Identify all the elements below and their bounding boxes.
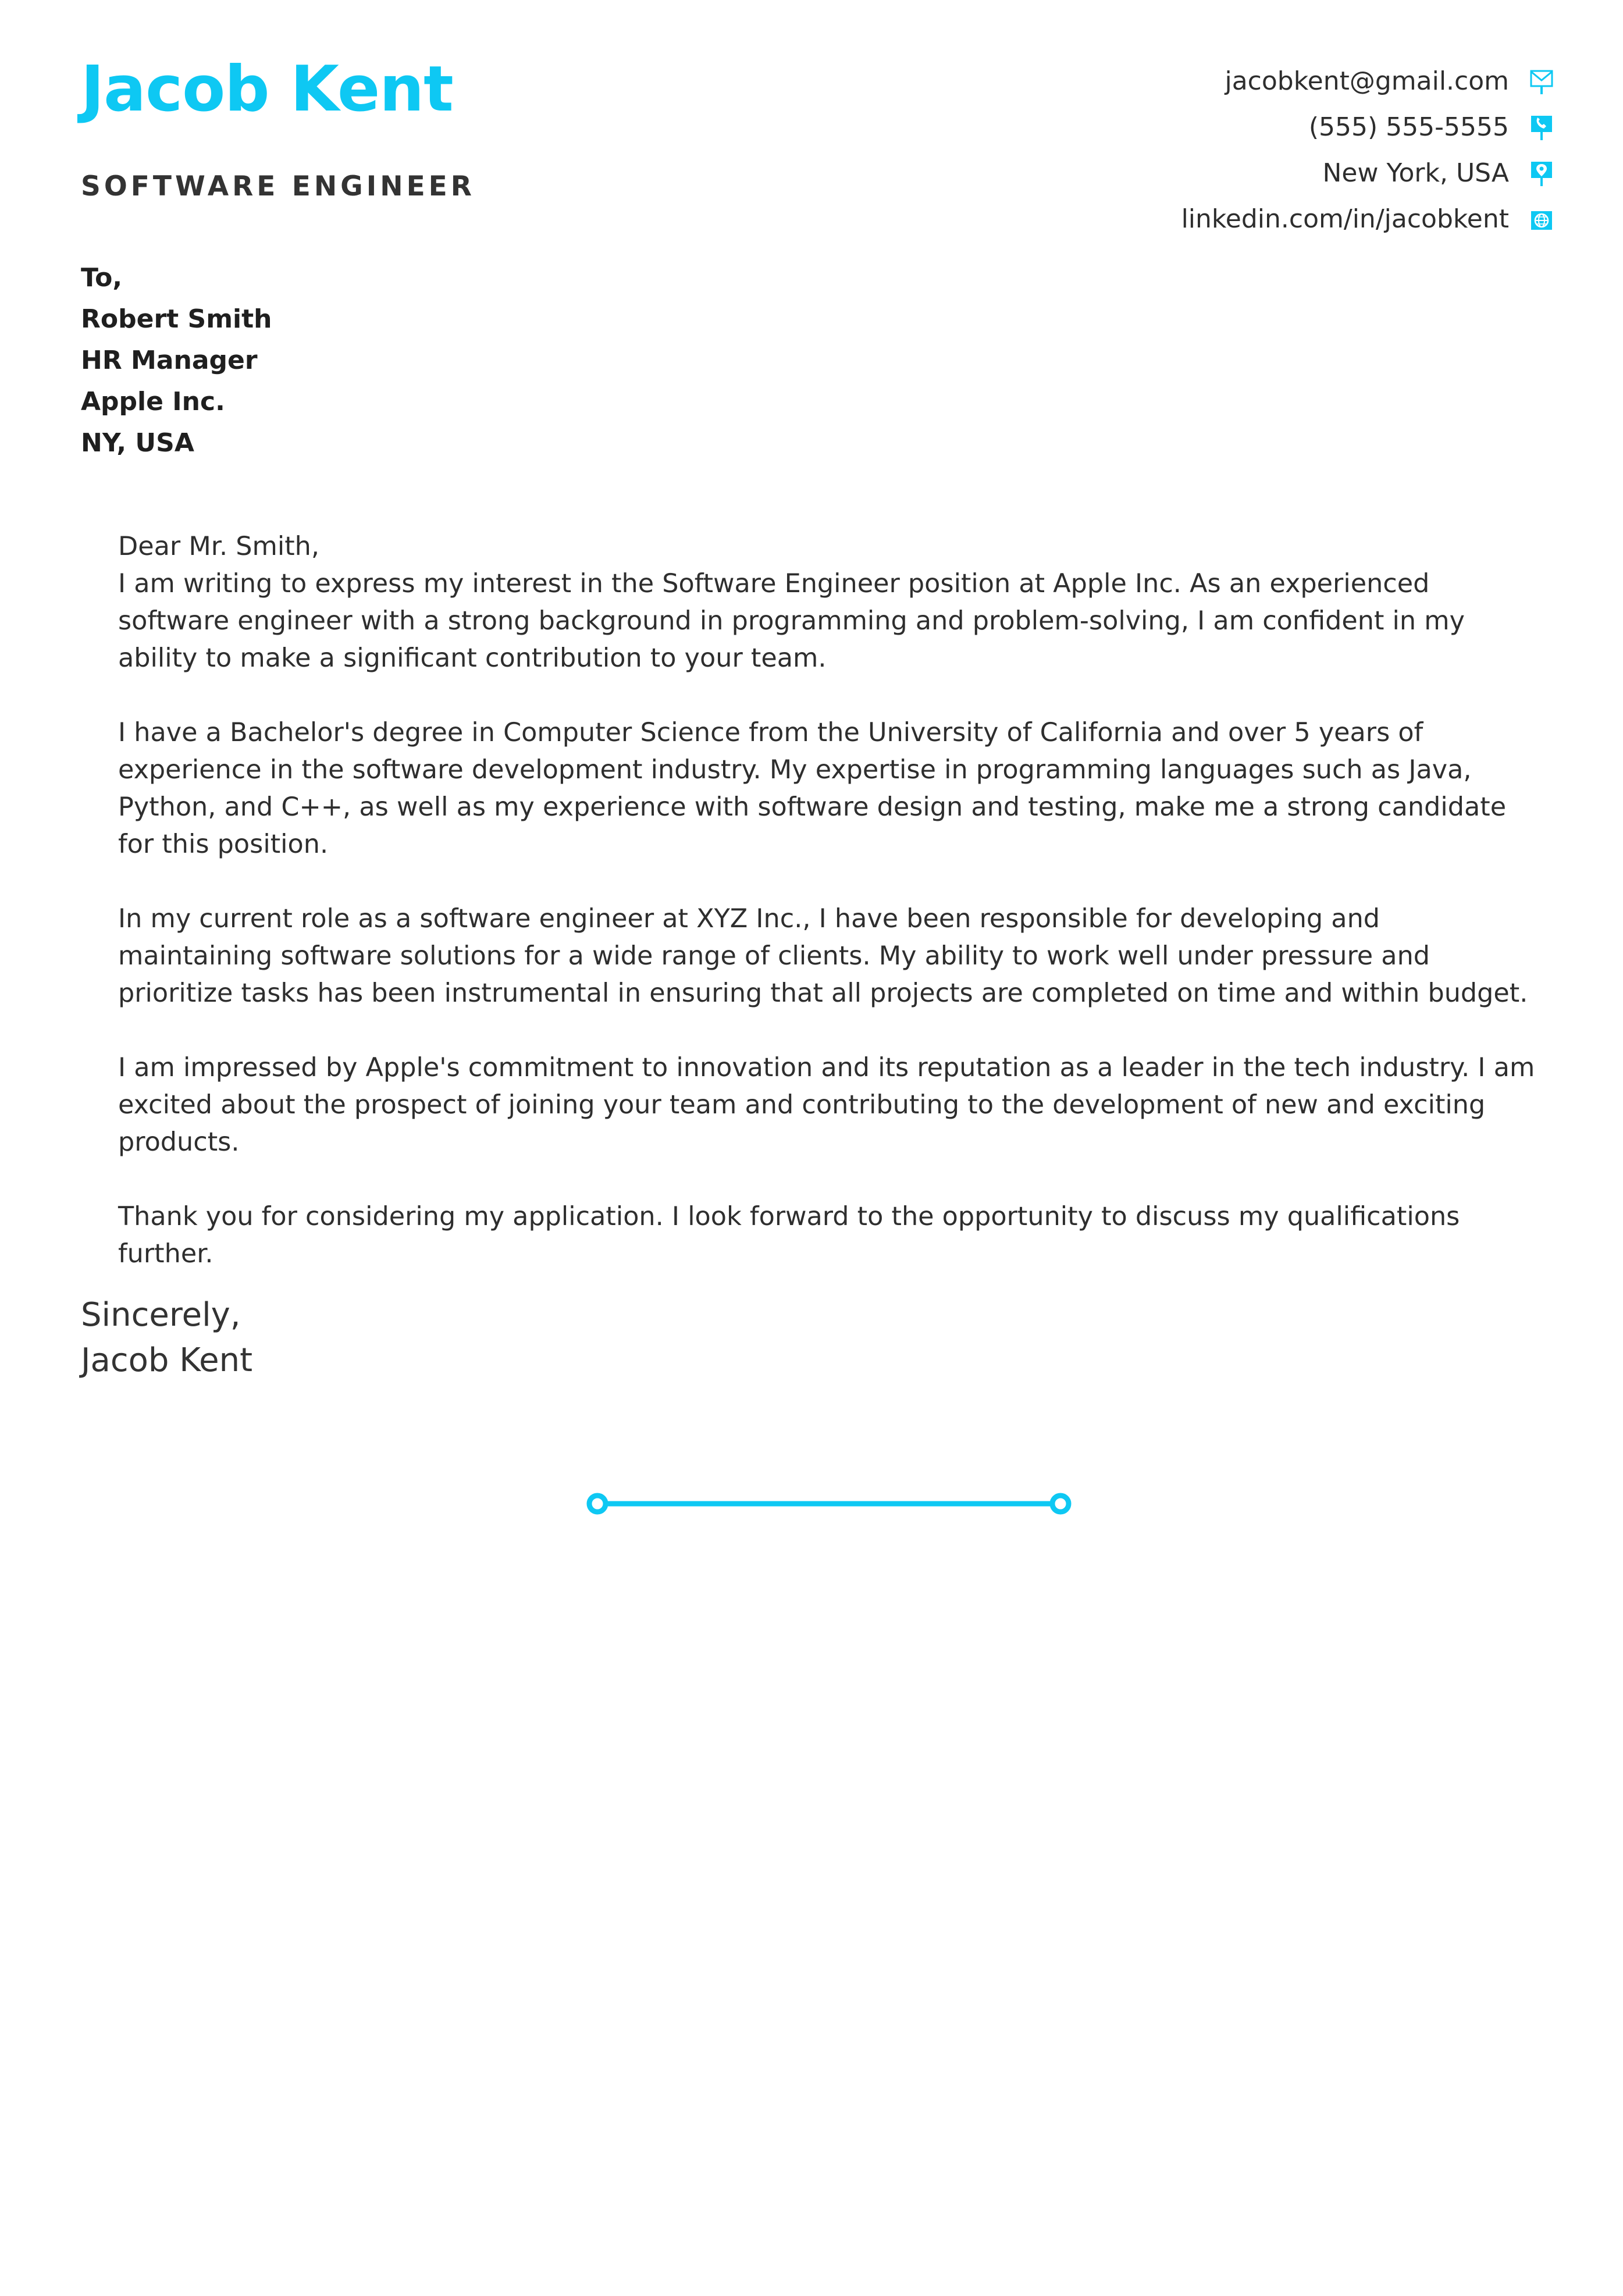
phone-icon	[1530, 115, 1553, 140]
globe-icon	[1530, 207, 1553, 232]
recipient-title: HR Manager	[81, 346, 258, 375]
letter-salutation: Dear Mr. Smith,	[118, 532, 320, 561]
recipient-to: To,	[81, 263, 123, 293]
contact-email	[971, 58, 1553, 104]
footer-divider-right-dot	[1052, 1496, 1069, 1512]
closing-signature-name: Jacob Kent	[81, 1341, 253, 1379]
contact-location-text: New York, USA	[1322, 158, 1509, 188]
contact-email-text[interactable]: jacobkent@gmail.com	[1225, 66, 1509, 96]
location-icon	[1530, 161, 1553, 186]
closing-block	[81, 1293, 252, 1383]
contact-location	[971, 150, 1553, 196]
recipient-company: Apple Inc.	[81, 387, 225, 417]
recipient-block	[81, 257, 272, 464]
email-icon	[1530, 69, 1553, 94]
letter-paragraph: I am writing to express my interest in the Software Engineer position at Apple Inc. As an experienced software engineer with a strong background in programming and problem-solving, I am confident in my ability to make a significant contribution to your team.	[118, 569, 1465, 673]
recipient-location: NY, USA	[81, 428, 194, 458]
closing-sign-off: Sincerely,	[81, 1296, 241, 1334]
contact-phone	[971, 104, 1553, 150]
letter-paragraph: I am impressed by Apple's commitment to innovation and its reputation as a leader in the tech industry. I am excited about the prospect of joining your team and contributing to the development of new and exciting products.	[118, 1053, 1535, 1157]
recipient-name: Robert Smith	[81, 304, 272, 334]
footer-divider	[585, 1486, 1073, 1521]
contact-list	[971, 58, 1553, 242]
letter-paragraph: I have a Bachelor's degree in Computer Science from the University of California and over 5 years of experience in the software development industry. My expertise in programming languages such as Java, Python, and C++, as well as my experience with software design and testing, make me a strong candidate for this position.	[118, 718, 1507, 859]
applicant-name: Jacob Kent	[81, 53, 453, 126]
job-title: SOFTWARE ENGINEER	[81, 170, 475, 202]
contact-linkedin-text[interactable]: linkedin.com/in/jacobkent	[1181, 204, 1509, 234]
footer-divider-left-dot	[589, 1496, 606, 1512]
letter-body	[118, 528, 1537, 1310]
letter-paragraph: Thank you for considering my application. I look forward to the opportunity to discuss my qualifications further.	[118, 1202, 1460, 1269]
letter-paragraph: In my current role as a software engineer at XYZ Inc., I have been responsible for developing and maintaining software solutions for a wide range of clients. My ability to work well under pressure and prioritize tasks has been instrumental in ensuring that all projects are completed on time and within budget.	[118, 904, 1528, 1008]
contact-phone-text[interactable]: (555) 555-5555	[1308, 112, 1509, 142]
contact-linkedin	[971, 196, 1553, 242]
